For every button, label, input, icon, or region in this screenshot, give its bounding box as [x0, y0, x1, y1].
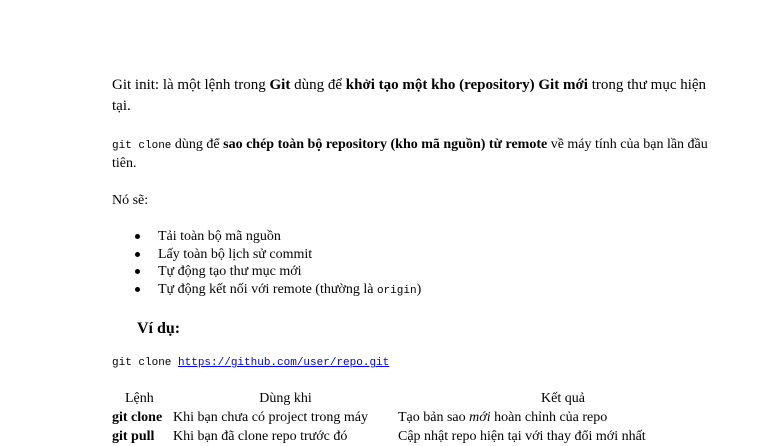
table-header-row: [112, 389, 728, 408]
bold-run: sao chép toàn bộ repository (kho mã nguồn) từ remote: [223, 137, 548, 152]
comparison-table: [112, 389, 728, 446]
bold-run: khởi tạo một kho (repository) Git mới: [345, 77, 588, 93]
text-run: hoàn chỉnh của repo: [490, 410, 608, 425]
list-item-text: Tải toàn bộ mã nguồn: [158, 229, 281, 244]
list-item-text: Tự động tạo thư mục mới: [158, 264, 302, 279]
table-header-cell: Kết quả: [541, 391, 585, 406]
paragraph-git-init: [112, 75, 712, 117]
text-run: trong thư mục hiện tại.: [112, 77, 707, 114]
bold-run: Git: [269, 77, 291, 93]
bullet-list: [112, 228, 421, 298]
table-header-cell: Dùng khi: [259, 391, 312, 406]
table-cell: git clone: [112, 410, 163, 425]
example-code: [112, 357, 389, 369]
repo-link[interactable]: https://github.com/user/repo.git: [178, 357, 390, 369]
italic-run: mới: [469, 410, 491, 425]
list-item-text: Tự động kết nối với remote (thường là: [158, 281, 377, 297]
list-item: [112, 263, 421, 281]
list-item-text: Lấy toàn bộ lịch sử commit: [158, 246, 313, 262]
table-cell: git pull: [112, 429, 155, 444]
table-cell: Khi bạn chưa có project trong máy: [173, 410, 368, 425]
table-header-cell: Lệnh: [125, 391, 154, 406]
list-item: [112, 246, 421, 264]
inline-code: origin: [376, 284, 417, 297]
text-run: về máy tính của bạn lần đầu tiên.: [112, 137, 708, 171]
paragraph-intro: Nó sẽ:: [112, 193, 149, 208]
text-run: Tạo bản sao: [398, 410, 470, 425]
text-run: Cập nhật repo hiện tại với thay đổi mới nhất: [398, 429, 646, 444]
table-cell: Khi bạn đã clone repo trước đó: [173, 429, 348, 444]
table-row: [112, 427, 728, 446]
text-run: dùng để: [171, 137, 224, 152]
table-cell: [398, 408, 728, 427]
list-item: [112, 228, 421, 246]
inline-code: git clone: [112, 140, 172, 152]
table-row: [112, 408, 728, 427]
example-heading: Ví dụ:: [137, 320, 181, 337]
list-item-text: ): [416, 281, 422, 297]
inline-code: git clone: [112, 357, 179, 369]
table-cell: [398, 427, 728, 446]
text-run: dùng để: [290, 77, 346, 93]
bullet-icon: [135, 234, 140, 239]
bullet-icon: [135, 287, 140, 292]
list-item: [112, 281, 421, 299]
bullet-icon: [135, 269, 140, 274]
text-run: Git init: là một lệnh trong: [112, 77, 270, 93]
paragraph-git-clone: [112, 136, 712, 173]
bullet-icon: [135, 252, 140, 257]
